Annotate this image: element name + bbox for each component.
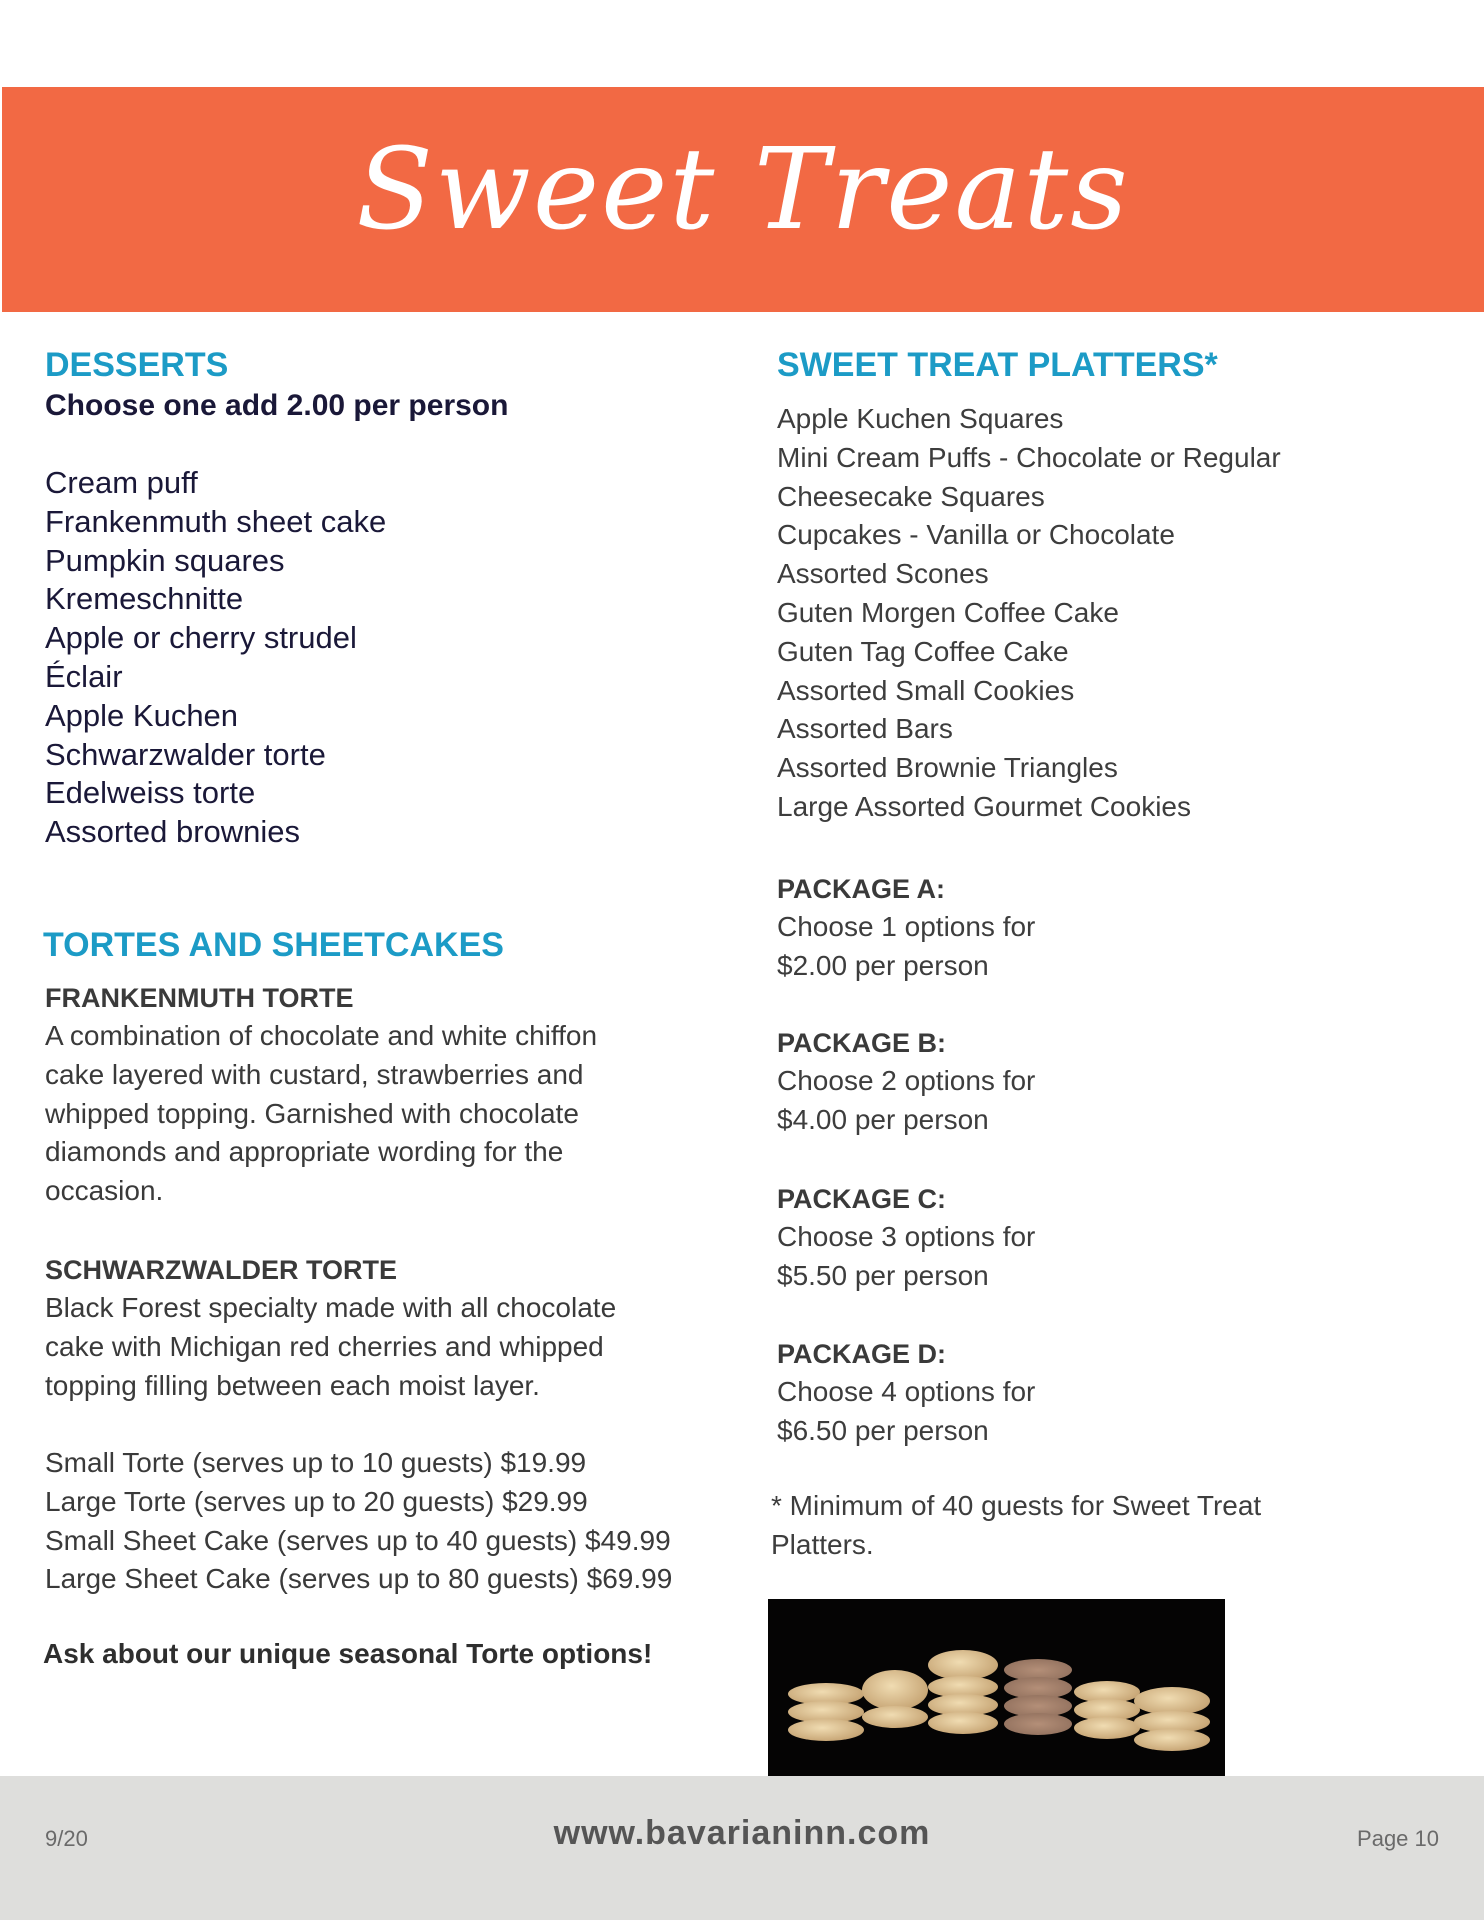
seasonal-torte-note: Ask about our unique seasonal Torte options! — [43, 1638, 653, 1669]
platters-minimum-note — [771, 1487, 1261, 1565]
desserts-list — [45, 464, 386, 852]
frankenmuth-torte-title: FRANKENMUTH TORTE — [45, 983, 354, 1013]
list-item: Apple or cherry strudel — [45, 620, 357, 656]
description-line: cake layered with custard, strawberries and — [45, 1058, 584, 1090]
schwarzwalder-torte-title: SCHWARZWALDER TORTE — [45, 1255, 397, 1285]
list-item: Guten Tag Coffee Cake — [777, 635, 1069, 667]
list-item: Assorted Brownie Triangles — [777, 752, 1118, 784]
torte-price-list — [45, 1444, 672, 1599]
footer-date: 9/20 — [45, 1826, 88, 1851]
list-item: Schwarzwalder torte — [45, 736, 326, 772]
list-item: Cheesecake Squares — [777, 480, 1045, 512]
description-line: cake with Michigan red cherries and whipped — [45, 1330, 604, 1362]
schwarzwalder-torte-description — [45, 1289, 616, 1405]
tortes-heading: TORTES AND SHEETCAKES — [43, 926, 504, 964]
description-line: whipped topping. Garnished with chocolate — [45, 1097, 579, 1129]
list-item: Assorted Bars — [777, 713, 953, 745]
package-options: Choose 3 options for — [777, 1221, 1036, 1252]
package-price: $5.50 per person — [777, 1259, 989, 1291]
package-b — [777, 1024, 1035, 1140]
package-title: PACKAGE C: — [777, 1184, 947, 1214]
title-banner — [2, 87, 1484, 312]
package-a — [777, 870, 1035, 986]
list-item: Cupcakes - Vanilla or Chocolate — [777, 519, 1175, 551]
price-item: Small Torte (serves up to 10 guests) $19.99 — [45, 1447, 587, 1478]
page-number: Page 10 — [1357, 1826, 1439, 1851]
list-item: Mini Cream Puffs - Chocolate or Regular — [777, 441, 1281, 473]
frankenmuth-torte-description — [45, 1017, 597, 1211]
list-item: Apple Kuchen Squares — [777, 403, 1064, 434]
price-item: Large Torte (serves up to 20 guests) $29.99 — [45, 1485, 588, 1517]
footer — [0, 1776, 1484, 1920]
list-item: Guten Morgen Coffee Cake — [777, 596, 1119, 628]
list-item: Pumpkin squares — [45, 542, 285, 578]
list-item: Edelweiss torte — [45, 775, 256, 811]
cookies-photo — [768, 1599, 1225, 1776]
list-item: Assorted Scones — [777, 558, 989, 590]
footer-website-link[interactable]: www.bavarianinn.com — [553, 1814, 931, 1852]
package-price: $4.00 per person — [777, 1103, 989, 1135]
package-price: $2.00 per person — [777, 949, 989, 981]
list-item: Large Assorted Gourmet Cookies — [777, 790, 1191, 822]
list-item: Cream puff — [45, 465, 198, 500]
page-title: Sweet Treats — [356, 125, 1130, 255]
package-d — [777, 1335, 1035, 1451]
package-options: Choose 4 options for — [777, 1376, 1036, 1407]
description-line: A combination of chocolate and white chiffon — [45, 1020, 598, 1051]
cookie-stack — [862, 1674, 928, 1728]
note-line: Platters. — [771, 1528, 874, 1560]
cookie-stack — [1074, 1685, 1140, 1739]
list-item: Éclair — [45, 658, 123, 694]
package-options: Choose 1 options for — [777, 911, 1036, 942]
list-item: Assorted Small Cookies — [777, 674, 1075, 706]
platters-heading: SWEET TREAT PLATTERS* — [777, 346, 1218, 384]
description-line: diamonds and appropriate wording for the — [45, 1136, 564, 1168]
package-title: PACKAGE A: — [777, 874, 945, 904]
note-line: * Minimum of 40 guests for Sweet Treat — [771, 1490, 1262, 1521]
description-line: topping filling between each moist layer. — [45, 1369, 540, 1401]
description-line: Black Forest specialty made with all chocolate — [45, 1292, 617, 1323]
list-item: Kremeschnitte — [45, 581, 244, 617]
package-price: $6.50 per person — [777, 1414, 989, 1446]
cookie-stack — [928, 1654, 998, 1734]
price-item: Large Sheet Cake (serves up to 80 guests) $69.99 — [45, 1563, 673, 1595]
package-c — [777, 1180, 1035, 1296]
package-options: Choose 2 options for — [777, 1065, 1036, 1096]
description-line: occasion. — [45, 1175, 164, 1207]
cookie-stack — [1134, 1691, 1210, 1751]
cookie-stack — [1004, 1663, 1072, 1735]
desserts-subheading: Choose one add 2.00 per person — [45, 389, 509, 422]
cookie-stack — [788, 1687, 864, 1741]
list-item: Frankenmuth sheet cake — [45, 503, 387, 539]
price-item: Small Sheet Cake (serves up to 40 guests) $49.99 — [45, 1524, 671, 1556]
list-item: Assorted brownies — [45, 814, 301, 850]
package-title: PACKAGE B: — [777, 1028, 947, 1058]
list-item: Apple Kuchen — [45, 697, 239, 733]
platters-list — [777, 400, 1281, 827]
package-title: PACKAGE D: — [777, 1339, 947, 1369]
desserts-heading: DESSERTS — [45, 346, 229, 384]
